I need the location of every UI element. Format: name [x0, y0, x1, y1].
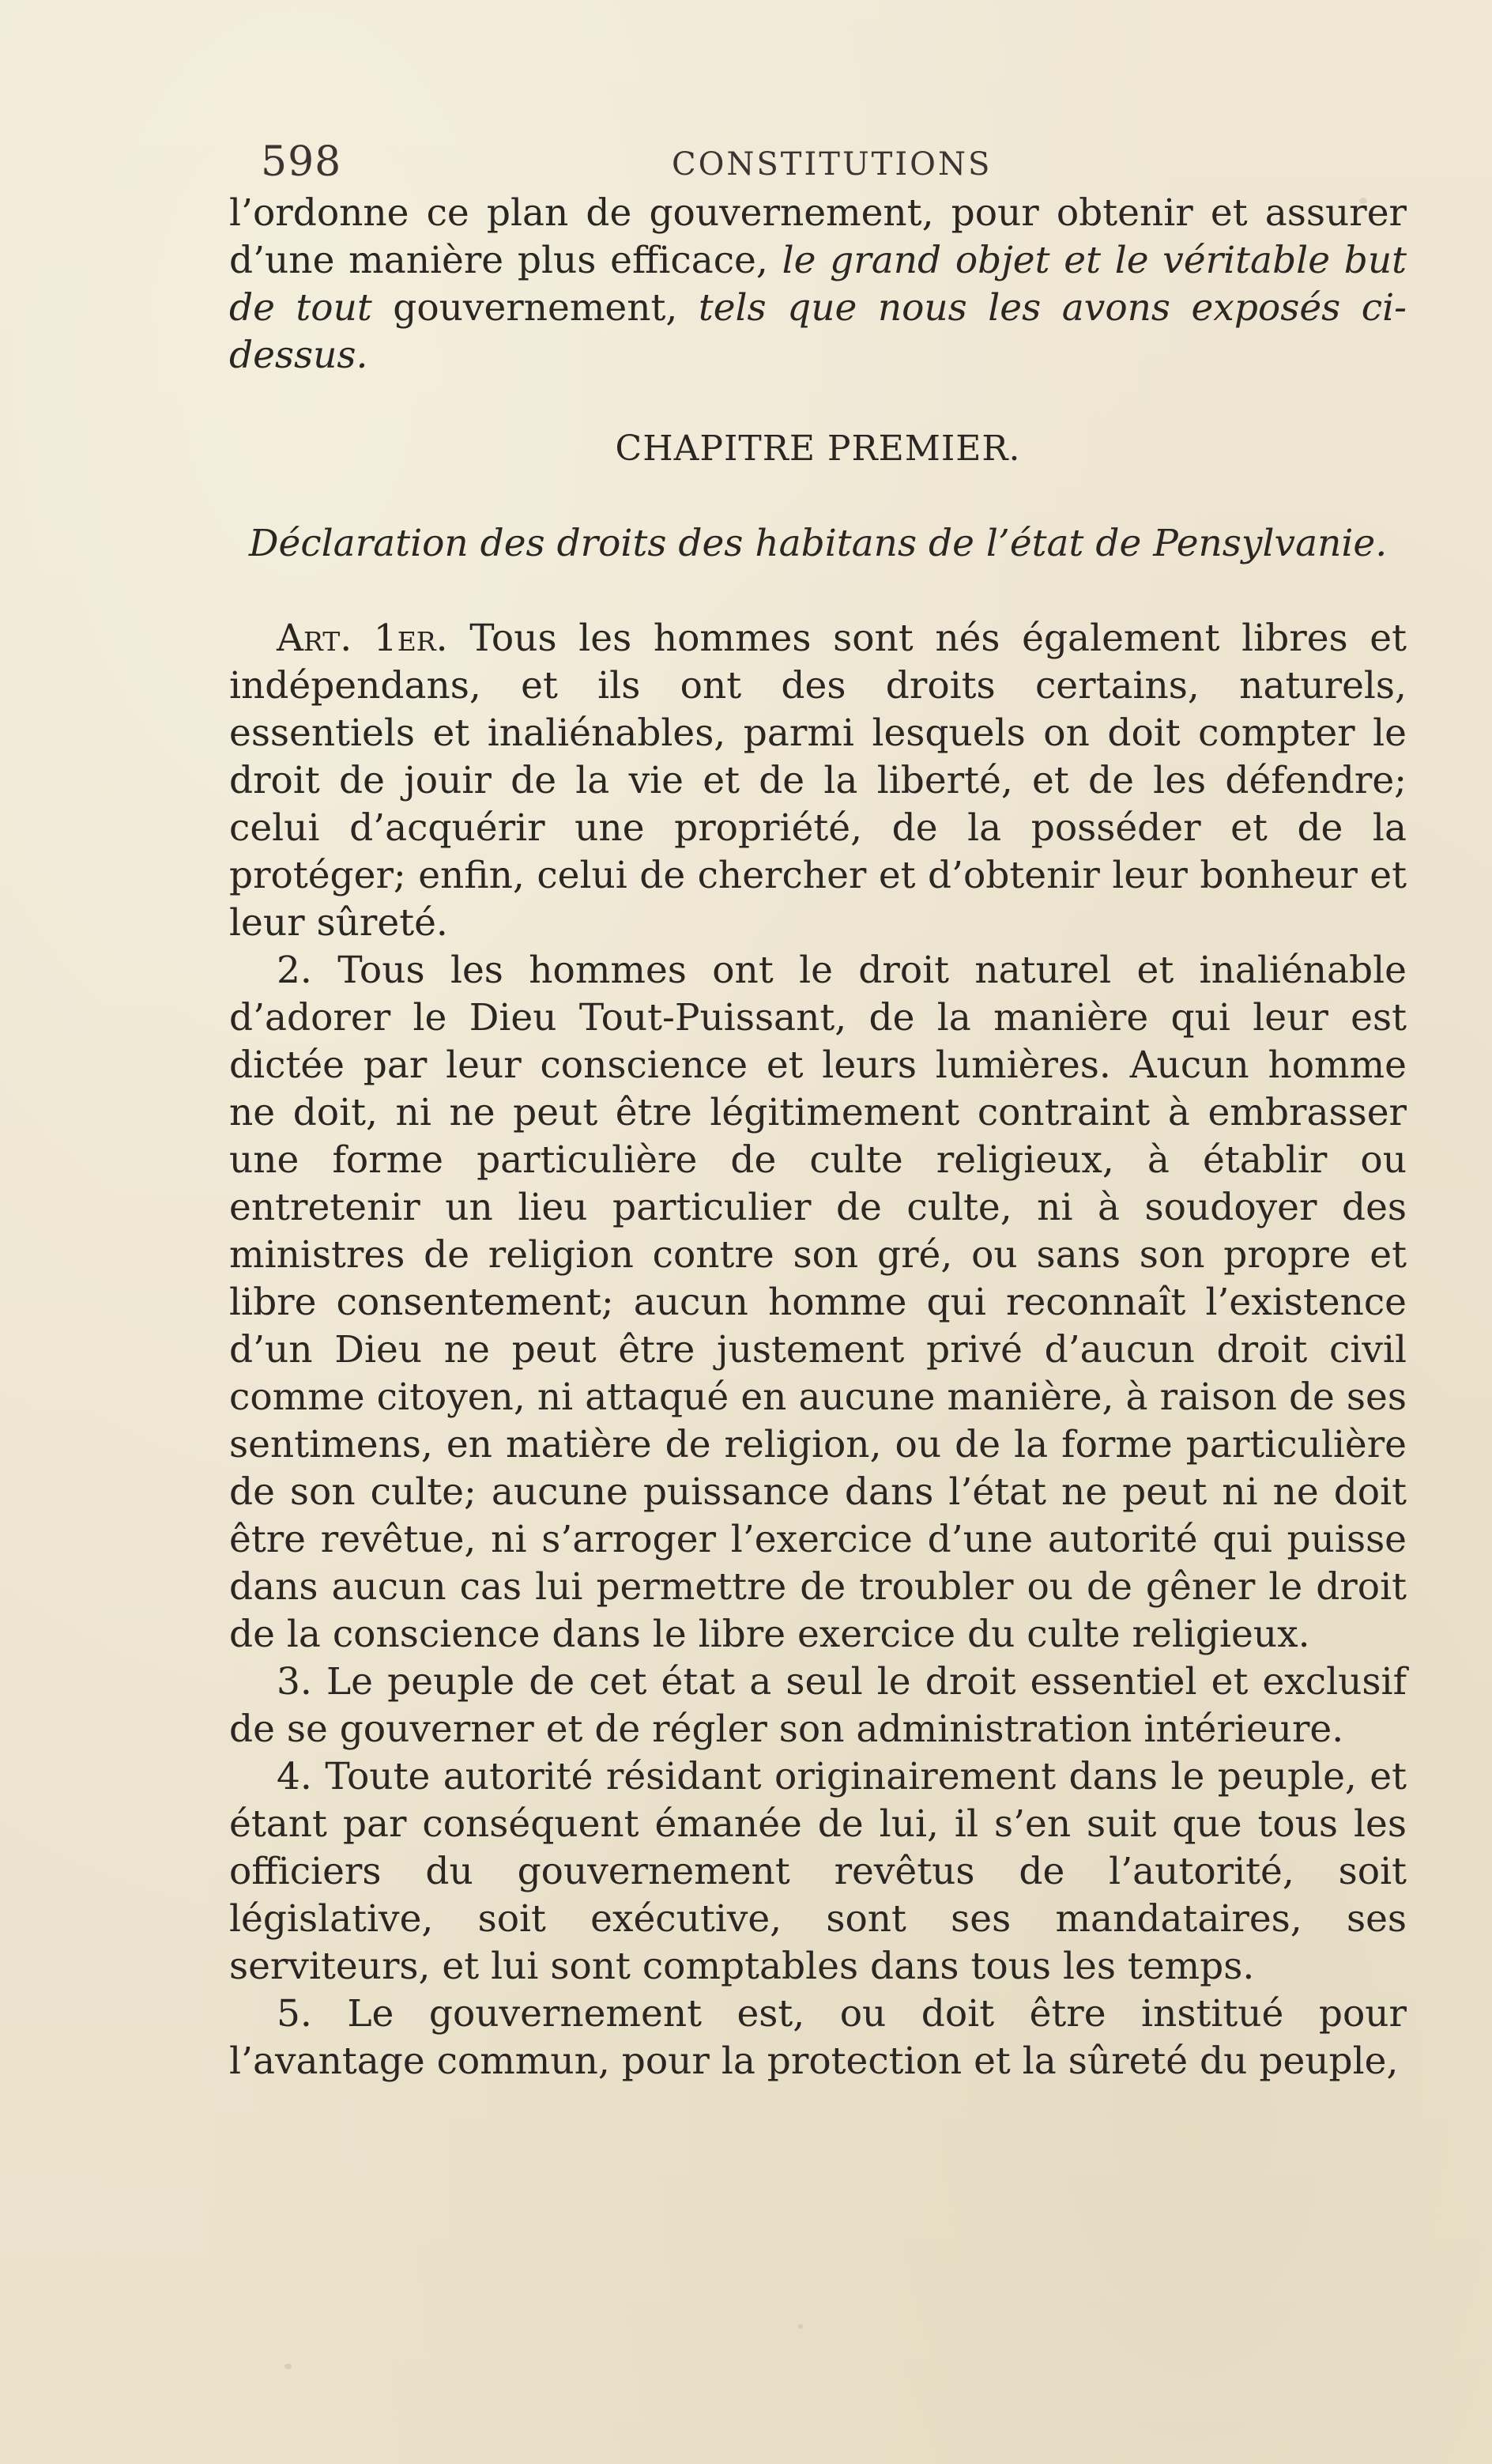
article-4	[229, 1753, 1407, 1990]
foxing-spot	[798, 2324, 803, 2329]
article-2	[229, 947, 1407, 1658]
page-header	[261, 134, 1399, 190]
running-head: CONSTITUTIONS	[672, 146, 993, 183]
article-text: Le gouvernement est, ou doit être institué pour l’avantage commun, pour la protection et la sûreté du peuple,	[229, 1992, 1407, 2083]
article-label: 5.	[277, 1992, 312, 2036]
foxing-spot	[284, 2364, 292, 2369]
intro-text: l’ordonne ce plan de gouvernement, pour obtenir et assurer d’une manière plus efficace,	[229, 191, 1407, 282]
body-text	[229, 190, 1407, 2085]
intro-italic-text: tels que nous les avons exposés ci-dessus.	[229, 286, 1407, 377]
article-text: Tous les hommes ont le droit naturel et inaliénable d’adorer le Dieu Tout-Puissant, de la manière qui leur est dictée par leur conscience et leurs lumières. Aucun homme ne doit, ni ne peut être légitimement contraint à embrasser une forme particulière de culte religieux, à établir ou entretenir un lieu particulier de culte, ni à soudoyer des ministres de religion contre son gré, ou sans son propre et libre consentement; aucun homme qui reconnaît l’existence d’un Dieu ne peut être justement privé d’aucun droit civil comme citoyen, ni attaqué en aucune manière, à raison de ses sentimens, en matière de religion, ou de la forme particulière de son culte; aucune puissance dans l’état ne peut ni ne doit être revêtue, ni s’arroger l’exercice d’une autorité qui puisse dans aucun cas lui permettre de troubler ou de gêner le droit de la conscience dans le libre exercice du culte religieux.	[229, 949, 1407, 1656]
article-3	[229, 1658, 1407, 1753]
article-label: 4.	[277, 1755, 312, 1798]
chapter-title: CHAPITRE PREMIER.	[615, 428, 1021, 469]
intro-text: gouvernement,	[393, 286, 678, 330]
article-label: 2.	[277, 949, 312, 992]
article-1	[229, 615, 1407, 947]
chapter-subtitle: Déclaration des droits des habitans de l’état de Pensylvanie.	[248, 522, 1388, 565]
article-text: Tous les hommes sont nés également libres et indépendans, et ils ont des droits certains, naturels, essentiels et inaliénables, parmi lesquels on doit compter le droit de jouir de la vie et de la liberté, et de les défendre; celui d’acquérir une propriété, de la posséder et de la protéger; enfin, celui de chercher et d’obtenir leur bonheur et leur sûreté.	[229, 617, 1407, 945]
intro-paragraph	[229, 190, 1407, 379]
page-number: 598	[261, 138, 342, 186]
article-label: 3.	[277, 1660, 312, 1704]
article-text: Toute autorité résidant originairement dans le peuple, et étant par conséquent émanée de lui, il s’en suit que tous les officiers du gouvernement revêtus de l’autorité, soit législative, soit exécutive, sont ses mandataires, ses serviteurs, et lui sont comptables dans tous les temps.	[229, 1755, 1407, 1988]
article-label: Art. 1er.	[277, 617, 448, 660]
article-5	[229, 1990, 1407, 2085]
intro-italic-text: le grand objet et le véritable but de tout	[229, 239, 1407, 330]
article-text: Le peuple de cet état a seul le droit essentiel et exclusif de se gouverner et de régler son administration intérieure.	[229, 1660, 1407, 1751]
